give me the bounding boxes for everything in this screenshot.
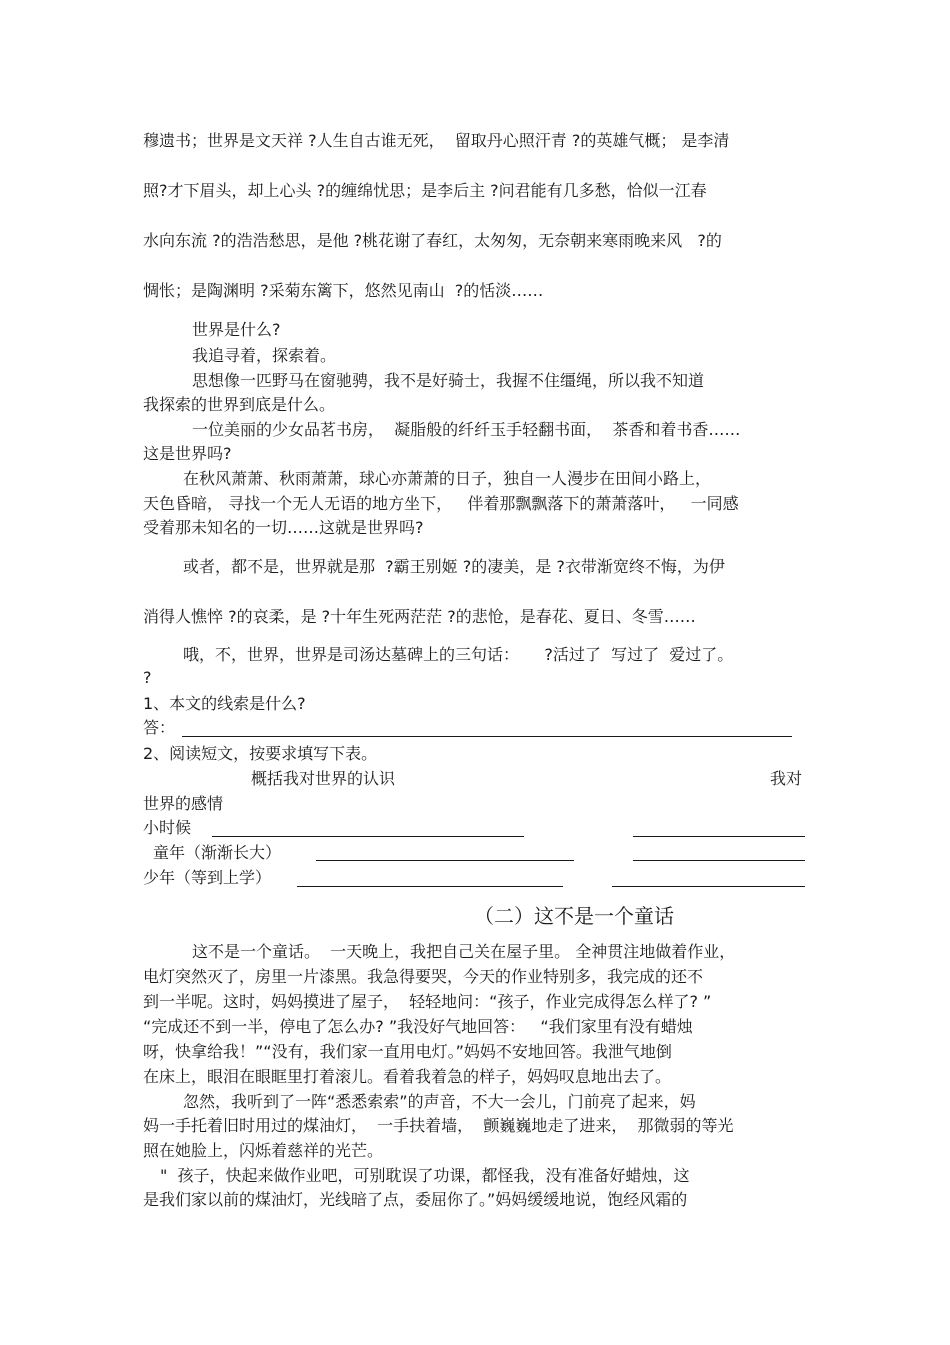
paragraph-line: 一位美丽的少女品茗书房， 凝脂般的纤纤玉手轻翻书面， 茶香和着书香…… xyxy=(192,420,741,439)
paragraph-line: 是我们家以前的煤油灯，光线暗了点，委屈你了。”妈妈缓缓地说，饱经风霜的 xyxy=(143,1190,688,1209)
question-2: 2、阅读短文，按要求填写下表。 xyxy=(143,744,378,763)
paragraph-line: 我追寻着，探索着。 xyxy=(192,346,337,365)
question-1: 1、本文的线索是什么? xyxy=(143,694,306,713)
paragraph-line: 这不是一个童话。 一天晚上，我把自己关在屋子里。 全神贯注地做着作业， xyxy=(192,942,736,961)
table-column-header-understanding: 概括我对世界的认识 xyxy=(251,769,396,788)
paragraph-line: 照在她脸上，闪烁着慈祥的光芒。 xyxy=(143,1141,384,1160)
paragraph-line: 在床上，眼泪在眼眶里打着滚儿。看着我着急的样子，妈妈叹息地出去了。 xyxy=(143,1067,672,1086)
paragraph-line: " 孩子，快起来做作业吧，可别耽误了功课，都怪我，没有准备好蜡烛，这 xyxy=(160,1166,690,1185)
paragraph-line: 水向东流 ?的浩浩愁思，是他 ?桃花谢了春红，太匆匆，无奈朝来寒雨晚来风 ?的 xyxy=(143,231,722,250)
paragraph-line: 受着那未知名的一切……这就是世界吗? xyxy=(143,518,424,537)
paragraph-line: 惆怅；是陶渊明 ?采菊东篱下，悠然见南山 ?的恬淡…… xyxy=(143,281,544,300)
paragraph-line: 哦，不，世界，世界是司汤达墓碑上的三句话： ?活过了 写过了 爱过了。 xyxy=(183,645,734,664)
fill-line[interactable] xyxy=(297,886,563,887)
fill-line[interactable] xyxy=(316,860,574,861)
paragraph-line: 妈一手托着旧时用过的煤油灯， 一手扶着墙， 颤巍巍地走了进来， 那微弱的等光 xyxy=(143,1116,734,1135)
paragraph-line: 或者，都不是，世界就是那 ?霸王别姬 ?的凄美，是 ?衣带渐宽终不悔，为伊 xyxy=(183,557,725,576)
table-row-label: 少年（等到上学） xyxy=(143,868,272,887)
table-column-header-feeling-cont: 世界的感情 xyxy=(143,794,224,813)
paragraph-line: 消得人憔悴 ?的哀柔，是 ?十年生死两茫茫 ?的悲怆，是春花、夏日、冬雪…… xyxy=(143,607,696,626)
paragraph-line: 思想像一匹野马在窗驰骋，我不是好骑士，我握不住缰绳，所以我不知道 xyxy=(192,371,705,390)
fill-line[interactable] xyxy=(633,860,805,861)
table-row-label: 小时候 xyxy=(143,818,192,837)
paragraph-line: 我探索的世界到底是什么。 xyxy=(143,395,336,414)
answer-line[interactable] xyxy=(182,736,792,737)
fill-line[interactable] xyxy=(612,886,805,887)
paragraph-line: 电灯突然灭了，房里一片漆黑。我急得要哭，今天的作业特别多，我完成的还不 xyxy=(143,967,704,986)
paragraph-line: ? xyxy=(143,668,152,687)
paragraph-line: 照?才下眉头，却上心头 ?的缠绵忧思；是李后主 ?问君能有几多愁，恰似一江春 xyxy=(143,181,707,200)
paragraph-line: 忽然，我听到了一阵“悉悉索索”的声音，不大一会儿，门前亮了起来，妈 xyxy=(183,1092,696,1111)
fill-line[interactable] xyxy=(212,836,524,837)
paragraph-line: 天色昏暗， 寻找一个无人无语的地方坐下， 伴着那飘飘落下的萧萧落叶， 一同感 xyxy=(143,494,739,513)
table-column-header-feeling: 我对 xyxy=(770,769,803,788)
paragraph-line: 穆遗书；世界是文天祥 ?人生自古谁无死， 留取丹心照汗青 ?的英雄气概； 是李清 xyxy=(143,131,730,150)
paragraph-line: “完成还不到一半，停电了怎么办? ”我没好气地回答： “我们家里有没有蜡烛 xyxy=(143,1017,693,1036)
table-row-label: 童年（渐渐长大） xyxy=(153,843,282,862)
paragraph-line: 呀，快拿给我！”“没有，我们家一直用电灯。”妈妈不安地回答。我泄气地倒 xyxy=(143,1042,672,1061)
paragraph-line: 在秋风萧萧、秋雨萧萧，球心亦萧萧的日子，独自一人漫步在田间小路上， xyxy=(183,469,712,488)
paragraph-line: 世界是什么? xyxy=(192,320,281,339)
fill-line[interactable] xyxy=(633,836,805,837)
answer-label: 答： xyxy=(143,718,176,737)
paragraph-line: 到一半呢。这时，妈妈摸进了屋子， 轻轻地问：“孩子，作业完成得怎么样了? ” xyxy=(143,992,712,1011)
paragraph-line: 这是世界吗? xyxy=(143,444,232,463)
section-title: （二）这不是一个童话 xyxy=(474,904,674,928)
